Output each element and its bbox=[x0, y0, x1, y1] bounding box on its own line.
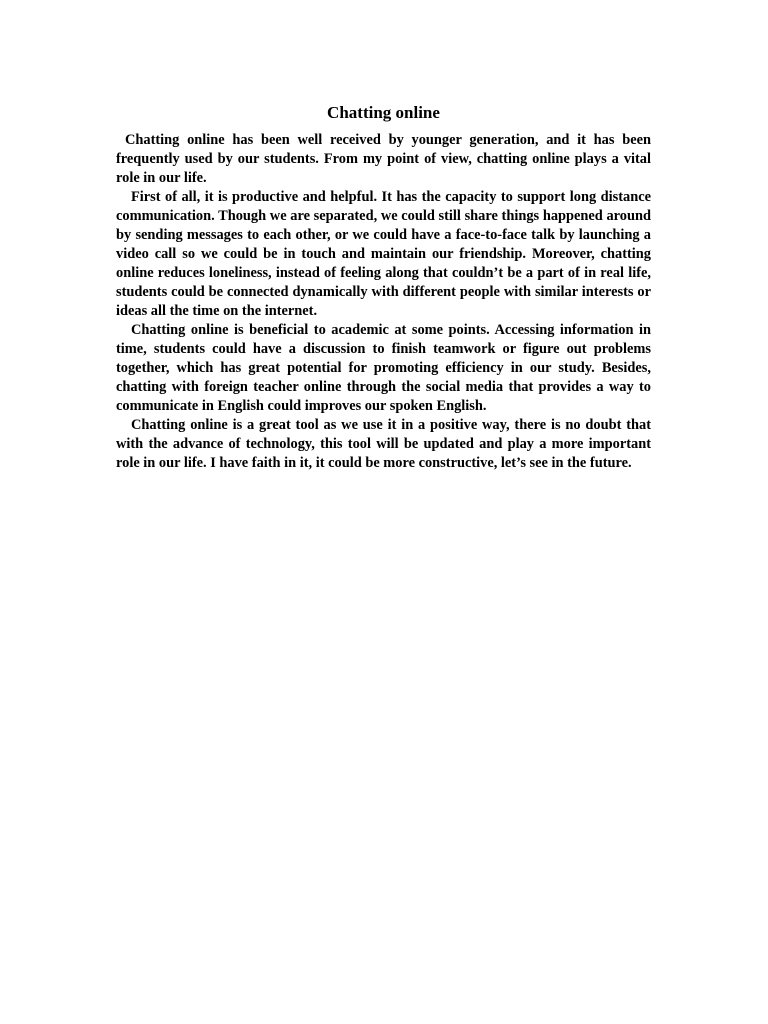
document-title: Chatting online bbox=[327, 103, 440, 122]
document-body bbox=[116, 131, 651, 473]
document-page bbox=[116, 102, 651, 473]
paragraph-intro: Chatting online has been well received by younger generation, and it has been frequently used by our students. From my point of view, chatting online plays a vital role in our life. bbox=[116, 132, 651, 186]
paragraph-communication: First of all, it is productive and helpful. It has the capacity to support long distance communication. Though we are separated, we could still share things happened around by sending messages to each other, or we could have a face-to-face talk by launching a video call so we could be in touch and maintain our friendship. Moreover, chatting online reduces loneliness, instead of feeling along that couldn’t be a part of in real life, students could be connected dynamically with different people with similar interests or ideas all the time on the internet. bbox=[116, 189, 651, 319]
paragraph-academic: Chatting online is beneficial to academic at some points. Accessing information in time, students could have a discussion to finish teamwork or figure out problems together, which has great potential for promoting efficiency in our study. Besides, chatting with foreign teacher online through the social media that provides a way to communicate in English could improves our spoken English. bbox=[116, 322, 651, 414]
paragraph-conclusion: Chatting online is a great tool as we use it in a positive way, there is no doubt that with the advance of technology, this tool will be updated and play a more important role in our life. I have faith in it, it could be more constructive, let’s see in the future. bbox=[116, 417, 651, 471]
